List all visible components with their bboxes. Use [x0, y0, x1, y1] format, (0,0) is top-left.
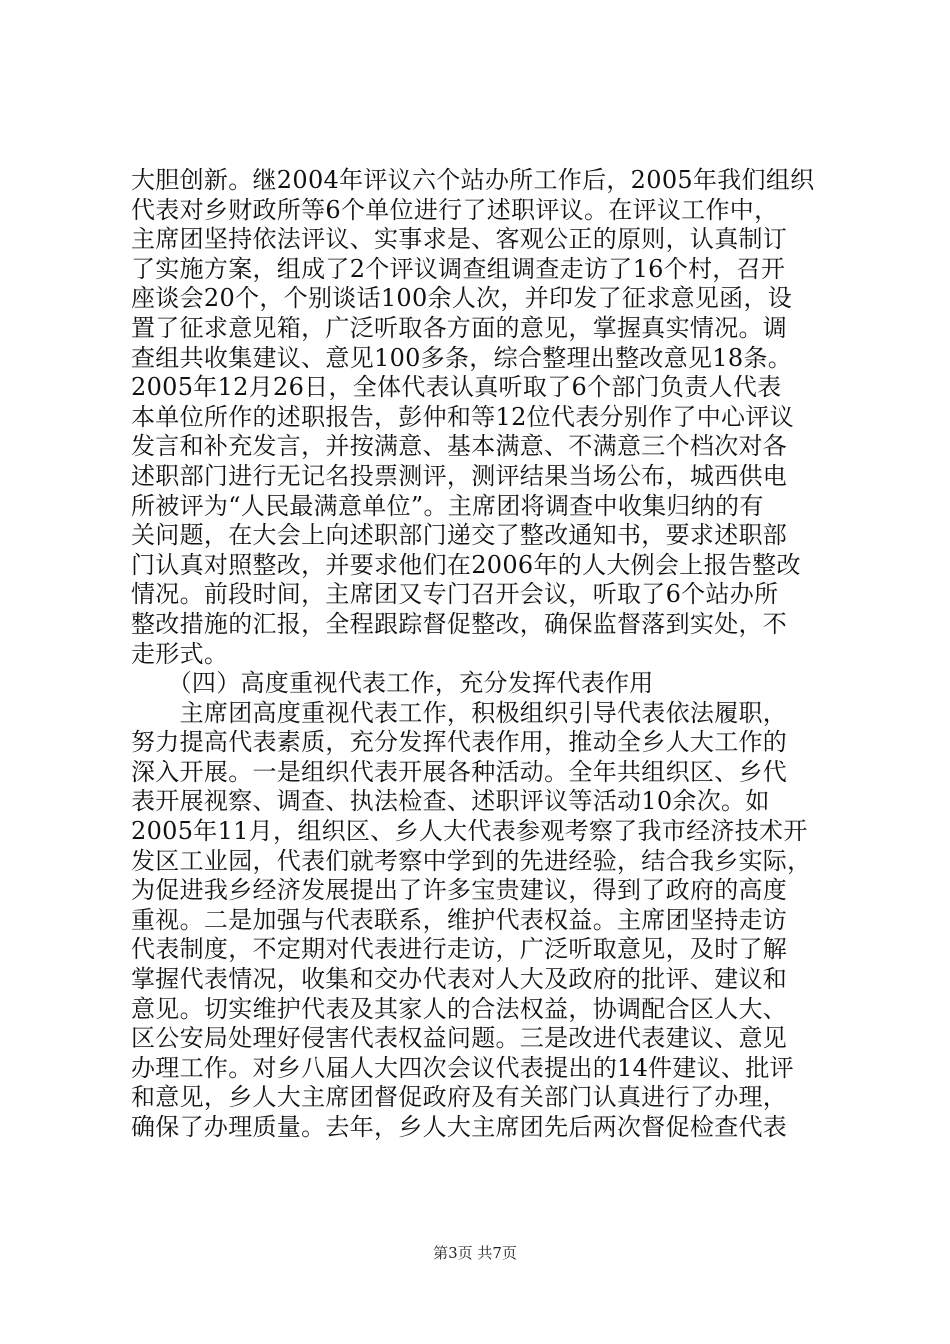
text-line: 门认真对照整改，并要求他们在2006年的人大例会上报告整改 — [131, 550, 801, 579]
text-line: 整改措施的汇报，全程跟踪督促整改，确保监督落到实处，不 — [131, 609, 788, 638]
text-line: 2005年12月26日，全体代表认真听取了6个部门负责人代表 — [131, 373, 782, 402]
text-line: 座谈会20个，个别谈话100余人次，并印发了征求意见函，设 — [131, 284, 793, 313]
text-line: 为促进我乡经济发展提出了许多宝贵建议，得到了政府的高度 — [131, 876, 788, 905]
text-line: 发言和补充发言，并按满意、基本满意、不满意三个档次对各 — [131, 432, 788, 461]
text-line: 重视。二是加强与代表联系，维护代表权益。主席团坚持走访 — [131, 905, 788, 934]
text-line: 代表制度，不定期对代表进行走访，广泛听取意见，及时了解 — [131, 935, 788, 964]
text-line: 关问题，在大会上向述职部门递交了整改通知书，要求述职部 — [131, 521, 788, 550]
text-line: 2005年11月，组织区、乡人大代表参观考察了我市经济技术开 — [131, 817, 808, 846]
text-line: 表开展视察、调查、执法检查、述职评议等活动10余次。如 — [131, 787, 770, 816]
text-line: 发区工业园，代表们就考察中学到的先进经验，结合我乡实际， — [131, 846, 812, 875]
text-line: 走形式。 — [131, 639, 229, 668]
text-line: 办理工作。对乡八届人大四次会议代表提出的14件建议、批评 — [131, 1053, 794, 1082]
text-line: 述职部门进行无记名投票测评，测评结果当场公布，城西供电 — [131, 461, 788, 490]
text-line: 努力提高代表素质，充分发挥代表作用，推动全乡人大工作的 — [131, 728, 788, 757]
text-line: 代表对乡财政所等6个单位进行了述职评议。在评议工作中， — [131, 195, 779, 224]
text-line: 掌握代表情况，收集和交办代表对人大及政府的批评、建议和 — [131, 965, 788, 994]
text-line: 主席团坚持依法评议、实事求是、客观公正的原则，认真制订 — [131, 225, 788, 254]
page-footer: 第3页 共7页 — [433, 1244, 517, 1262]
body-text — [131, 166, 843, 1143]
text-line: 了实施方案，组成了2个评议调查组调查走访了16个村，召开 — [131, 254, 786, 283]
text-line: 情况。前段时间，主席团又专门召开会议，听取了6个站办所 — [131, 580, 779, 609]
text-line: 和意见，乡人大主席团督促政府及有关部门认真进行了办理， — [131, 1083, 788, 1112]
text-line: （四）高度重视代表工作，充分发挥代表作用 — [131, 669, 654, 698]
text-line: 意见。切实维护代表及其家人的合法权益，协调配合区人大、 — [131, 994, 788, 1023]
text-line: 主席团高度重视代表工作，积极组织引导代表依法履职， — [131, 698, 788, 727]
text-line: 大胆创新。继2004年评议六个站办所工作后，2005年我们组织 — [131, 166, 815, 194]
text-line: 区公安局处理好侵害代表权益问题。三是改进代表建议、意见 — [131, 1024, 788, 1053]
text-line: 深入开展。一是组织代表开展各种活动。全年共组织区、乡代 — [131, 757, 788, 786]
text-line: 所被评为“人民最满意单位”。主席团将调查中收集归纳的有 — [131, 491, 764, 520]
text-line: 置了征求意见箱，广泛听取各方面的意见，掌握真实情况。调 — [131, 313, 788, 342]
text-line: 确保了办理质量。去年，乡人大主席团先后两次督促检查代表 — [131, 1113, 788, 1141]
text-line: 本单位所作的述职报告，彭仲和等12位代表分别作了中心评议 — [131, 402, 794, 431]
text-line: 查组共收集建议、意见100多条，综合整理出整改意见18条。 — [131, 343, 793, 372]
